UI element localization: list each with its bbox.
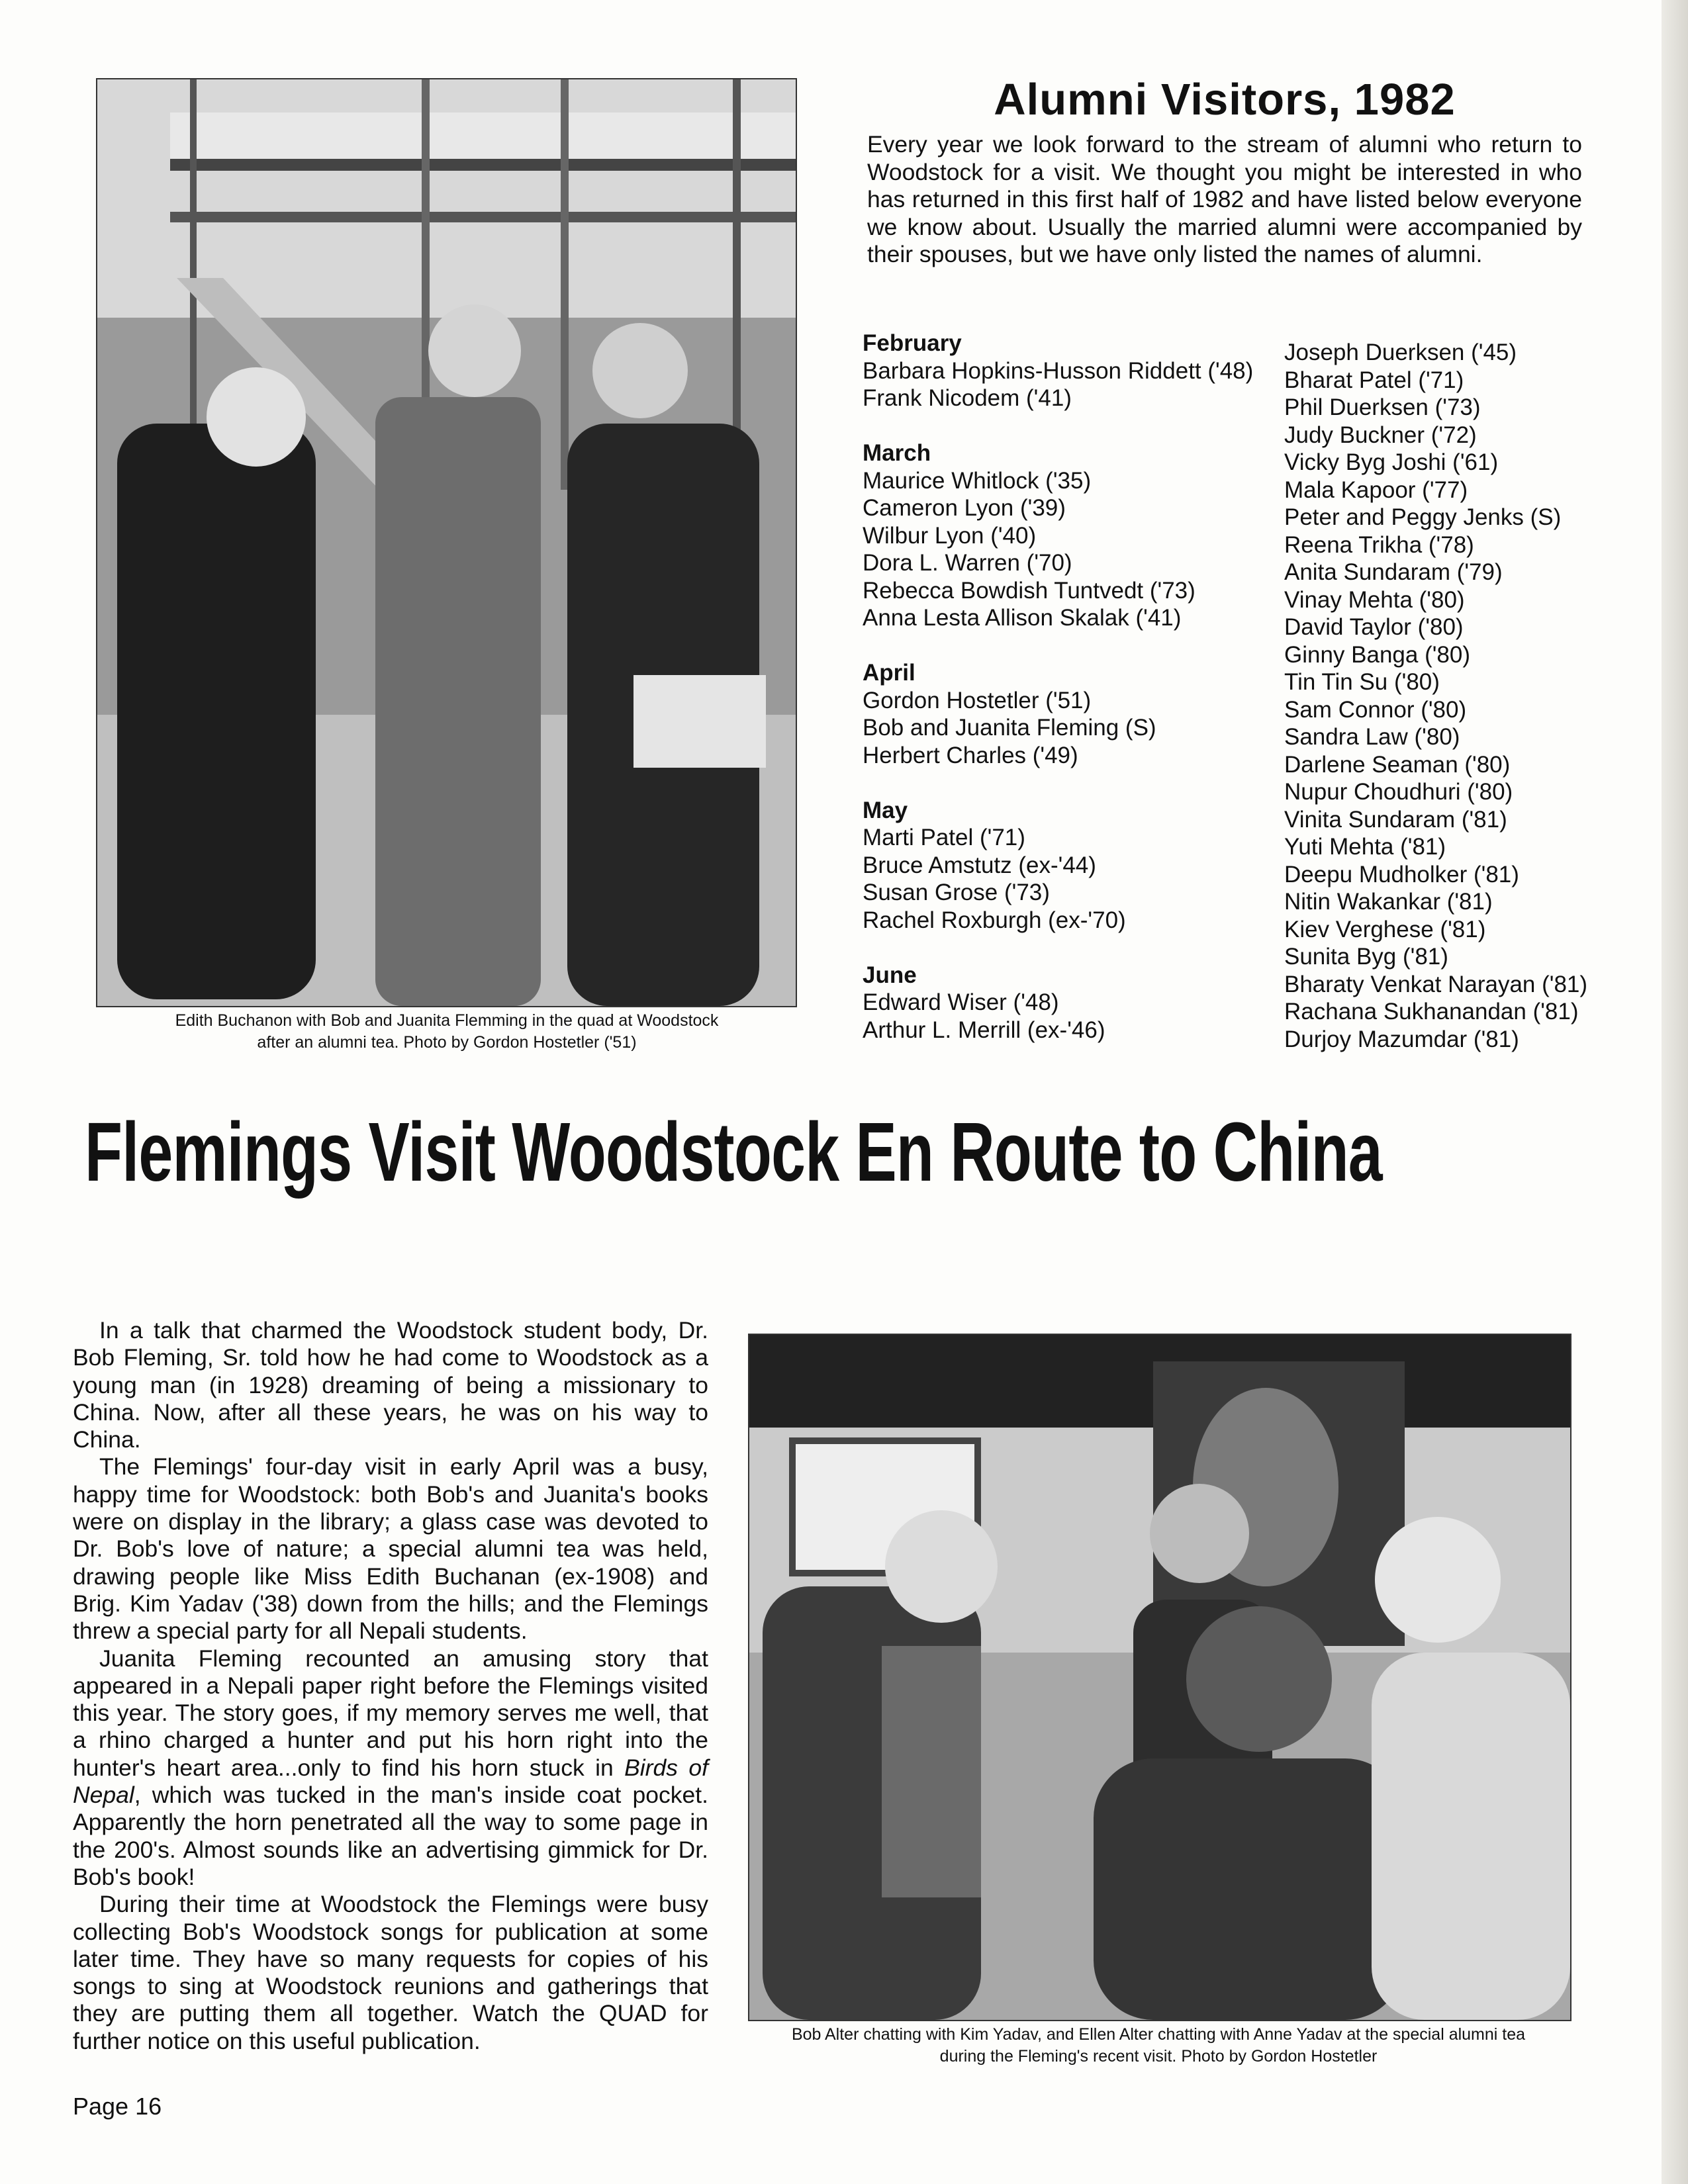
alumni-name: Bharat Patel ('71)	[1284, 367, 1464, 393]
alumni-name: Cameron Lyon ('39)	[863, 495, 1066, 521]
month-group	[863, 962, 1253, 1044]
alumni-name: Rebecca Bowdish Tuntvedt ('73)	[863, 577, 1196, 604]
alumni-name: Yuti Mehta ('81)	[1284, 834, 1446, 860]
month-group	[863, 797, 1253, 934]
alumni-name: Anita Sundaram ('79)	[1284, 559, 1503, 585]
alumni-list-continued	[1284, 339, 1587, 1053]
alumni-name: Joseph Duerksen ('45)	[1284, 340, 1517, 365]
alumni-name: Bruce Amstutz (ex-'44)	[863, 852, 1096, 878]
month-heading: May	[863, 797, 908, 823]
alumni-name: Gordon Hostetler ('51)	[863, 687, 1092, 713]
month-group	[863, 439, 1253, 632]
page-number: Page 16	[73, 2093, 162, 2120]
photo-flemings-quad	[96, 78, 797, 1007]
article-paragraph: In a talk that charmed the Woodstock student body, Dr. Bob Fleming, Sr. told how he had come to Woodstock as a young man (in 1928) dreaming of being a missionary to China. Now, after all these years, he was on his way to China.	[73, 1317, 708, 1453]
alumni-name: Phil Duerksen ('73)	[1284, 394, 1481, 420]
alumni-list-by-month	[863, 330, 1253, 1071]
page-edge	[1662, 0, 1688, 2184]
alumni-name: Tin Tin Su ('80)	[1284, 669, 1440, 695]
month-heading: March	[863, 440, 931, 466]
alumni-name: Rachel Roxburgh (ex-'70)	[863, 907, 1126, 933]
alumni-name: Deepu Mudholker ('81)	[1284, 861, 1519, 887]
alumni-name: Mala Kapoor ('77)	[1284, 477, 1468, 503]
alumni-name: Rachana Sukhanandan ('81)	[1284, 999, 1579, 1024]
alumni-name: Susan Grose ('73)	[863, 880, 1050, 905]
month-heading: June	[863, 962, 917, 988]
alumni-name: Edward Wiser ('48)	[863, 989, 1059, 1015]
photo-alumni-tea	[748, 1334, 1571, 2021]
photo-top-caption	[99, 1010, 794, 1054]
article-paragraph: The Flemings' four-day visit in early April was a busy, happy time for Woodstock: both Bob's and Juanita's books were on display in the library; a glass case was devoted to Dr. Bob's love of nature; a special alumni tea was held, drawing people like Miss Edith Buchanan (ex-1908) and Brig. Kim Yadav ('38) down from the hills; and the Flemings threw a special party for all Nepali students.	[73, 1453, 708, 1645]
alumni-name: Nitin Wakankar ('81)	[1284, 889, 1493, 915]
caption-line: Edith Buchanon with Bob and Juanita Flemming in the quad at Woodstock	[175, 1011, 719, 1030]
book-title: Birds of Nepal	[73, 1754, 708, 1809]
fleming-headline: Flemings Visit Woodstock En Route to China	[85, 1105, 1382, 1199]
alumni-name: Wilbur Lyon ('40)	[863, 522, 1037, 549]
alumni-name: Ginny Banga ('80)	[1284, 641, 1471, 668]
article-text: , which was tucked in the man's inside coat pocket. Apparently the horn penetrated all the way to some page in the 200's. Almost sounds like an advertising gimmick for Dr. Bob's book!	[73, 1782, 708, 1890]
alumni-name: Maurice Whitlock ('35)	[863, 467, 1092, 494]
alumni-name: Barbara Hopkins-Husson Riddett ('48)	[863, 357, 1254, 384]
alumni-name: Bharaty Venkat Narayan ('81)	[1284, 971, 1588, 997]
alumni-name: Sandra Law ('80)	[1284, 724, 1460, 750]
fleming-article-body	[73, 1317, 708, 2055]
article-paragraph: During their time at Woodstock the Flemings were busy collecting Bob's Woodstock songs for publication at some later time. They have so many requests for copies of his songs to sing at Woodstock reunions and gatherings that they are putting them all together. Watch the QUAD for further notice on this useful publication.	[73, 1891, 708, 2054]
alumni-name: Darlene Seaman ('80)	[1284, 751, 1511, 778]
alumni-name: Reena Trikha ('78)	[1284, 531, 1474, 558]
month-heading: February	[863, 330, 962, 356]
article-paragraph	[73, 1645, 708, 1891]
alumni-name: Sunita Byg ('81)	[1284, 944, 1448, 970]
alumni-name: Vicky Byg Joshi ('61)	[1284, 449, 1499, 475]
alumni-intro: Every year we look forward to the stream of alumni who return to Woodstock for a visit. We thought you might be interested in who has returned in this first half of 1982 and have listed below everyone we know about. Usually the married alumni were accompanied by their spouses, but we have only listed the names of alumni.	[867, 131, 1582, 267]
photo-bottom-caption	[718, 2024, 1599, 2068]
article-text: Juanita Fleming recounted an amusing story that appeared in a Nepali paper right before the Flemings visited this year. The story goes, if my memory serves me well, that a rhino charged a hunter and put his horn right into the hunter's heart area...only to find his horn stuck in	[73, 1645, 708, 1781]
alumni-name: Anna Lesta Allison Skalak ('41)	[863, 605, 1182, 631]
month-group	[863, 659, 1253, 769]
alumni-name: Marti Patel ('71)	[863, 825, 1025, 850]
alumni-name: Sam Connor ('80)	[1284, 696, 1467, 723]
alumni-name: Peter and Peggy Jenks (S)	[1284, 504, 1562, 530]
alumni-name: Frank Nicodem ('41)	[863, 385, 1072, 411]
alumni-title: Alumni Visitors, 1982	[994, 75, 1456, 124]
alumni-name: Nupur Choudhuri ('80)	[1284, 779, 1513, 805]
caption-line: during the Fleming's recent visit. Photo by Gordon Hostetler	[939, 2047, 1378, 2066]
alumni-name: Kiev Verghese ('81)	[1284, 916, 1486, 942]
alumni-name: Dora L. Warren ('70)	[863, 550, 1072, 576]
caption-line: Bob Alter chatting with Kim Yadav, and Ellen Alter chatting with Anne Yadav at the special alumni tea	[791, 2025, 1526, 2044]
month-heading: April	[863, 660, 915, 686]
alumni-name: Herbert Charles ('49)	[863, 742, 1078, 768]
alumni-name: Judy Buckner ('72)	[1284, 422, 1477, 448]
month-group	[863, 330, 1253, 412]
alumni-name: Durjoy Mazumdar ('81)	[1284, 1026, 1519, 1052]
caption-line: after an alumni tea. Photo by Gordon Hostetler ('51)	[257, 1033, 637, 1052]
alumni-name: Bob and Juanita Fleming (S)	[863, 715, 1156, 741]
alumni-name: Vinita Sundaram ('81)	[1284, 806, 1507, 833]
alumni-name: Vinay Mehta ('80)	[1284, 586, 1465, 613]
alumni-name: David Taylor ('80)	[1284, 614, 1464, 640]
alumni-name: Arthur L. Merrill (ex-'46)	[863, 1017, 1105, 1043]
